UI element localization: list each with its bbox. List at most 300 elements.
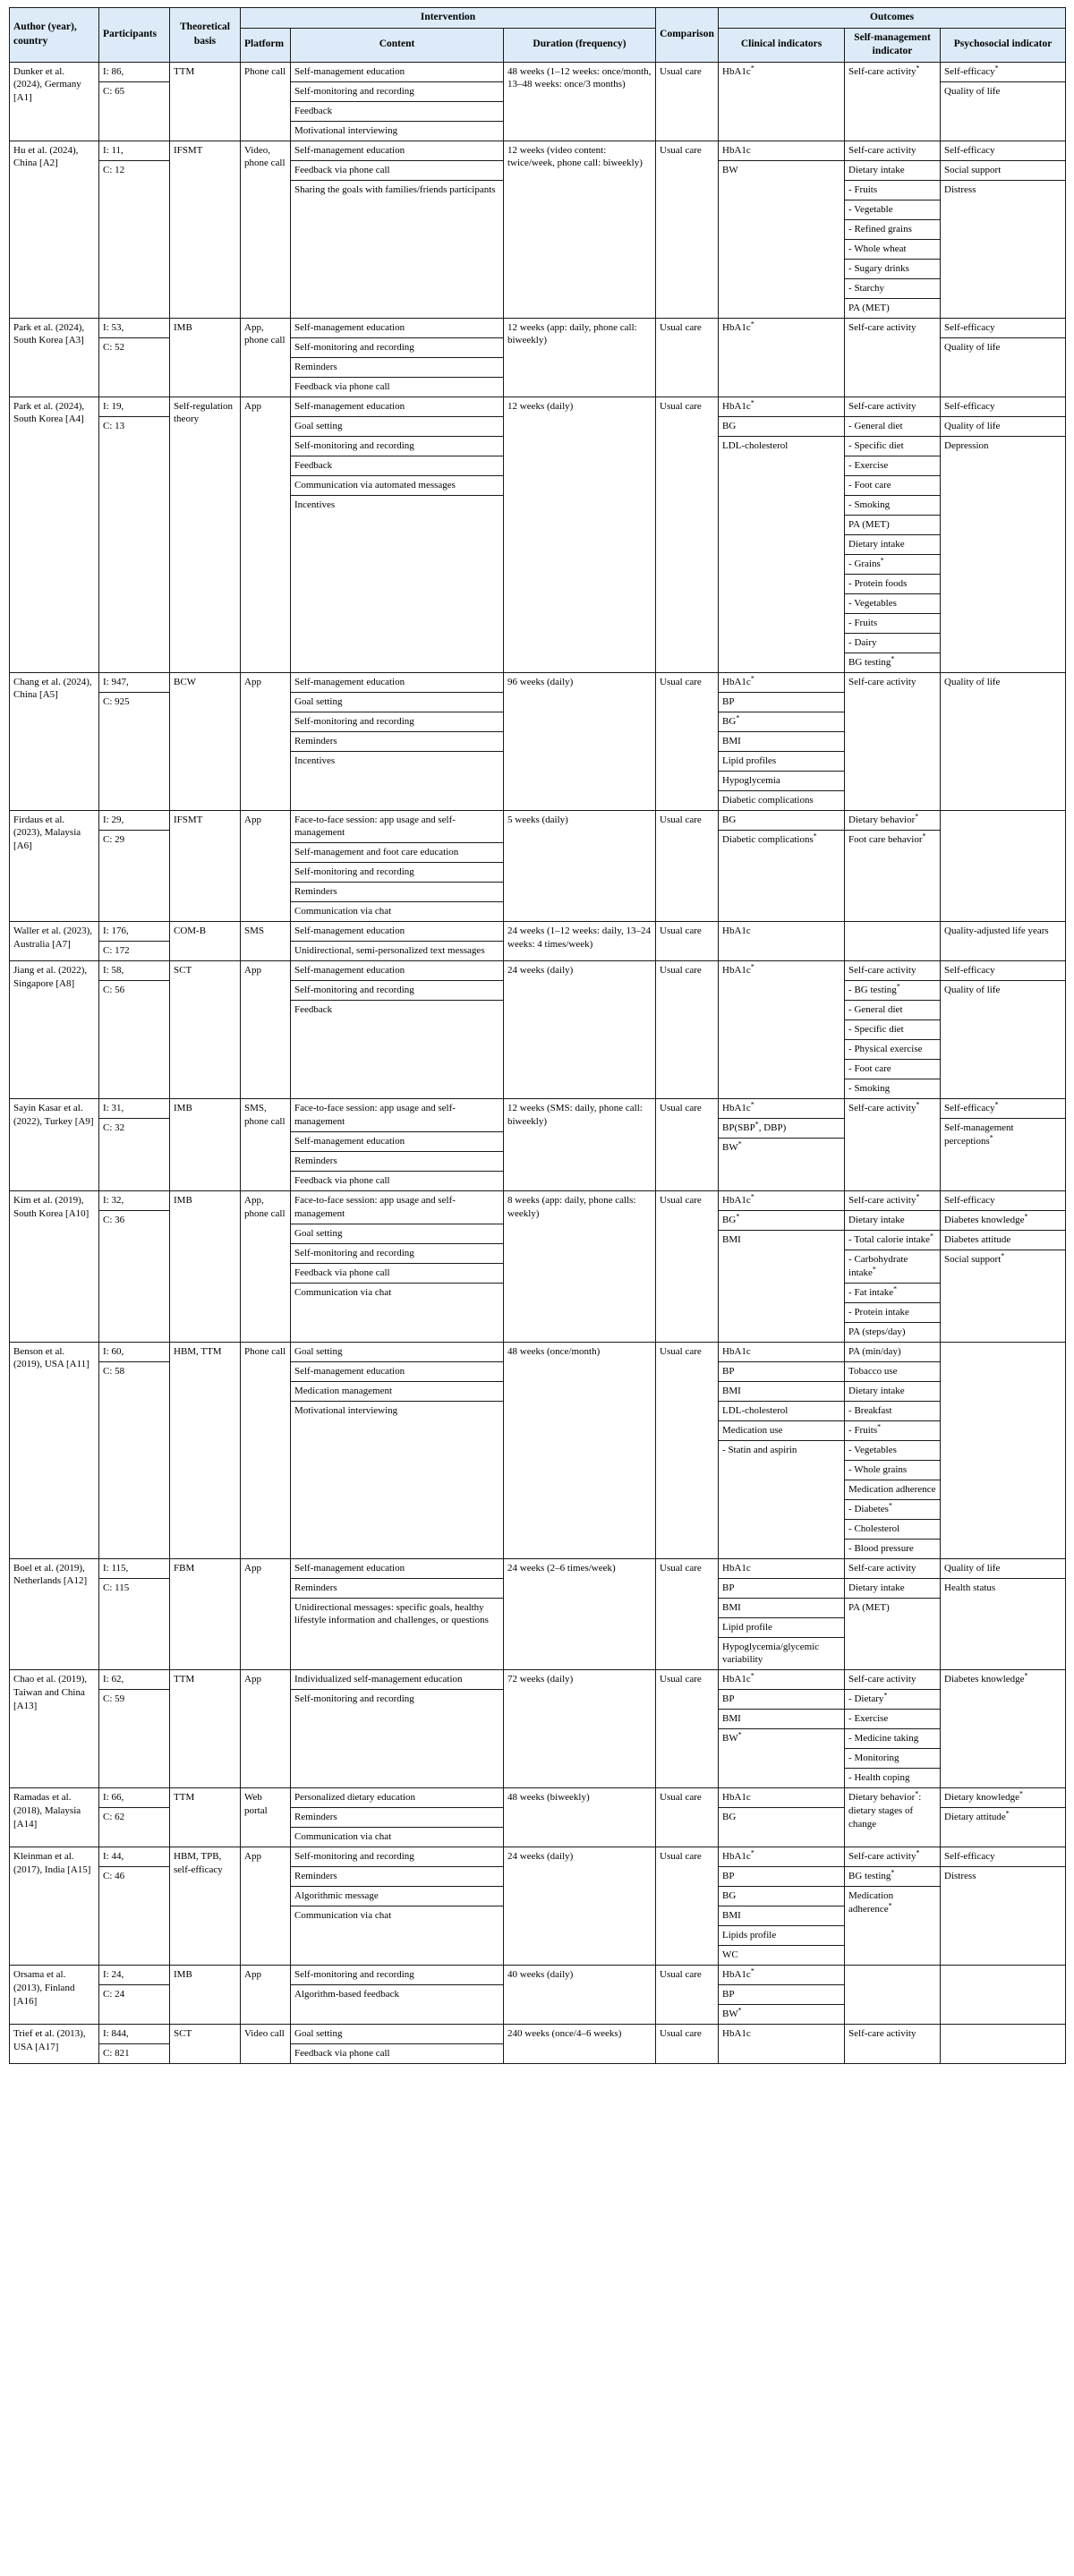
content-cell — [291, 1788, 504, 1847]
selfmgmt-item: - Smoking — [845, 496, 940, 516]
clinical-cell — [719, 1558, 845, 1670]
content-item: Personalized dietary education — [291, 1788, 503, 1808]
clinical-item: BG — [719, 811, 844, 831]
psycho-item: Self-efficacy — [941, 961, 1065, 981]
participants-cell — [99, 672, 170, 810]
platform-cell: App — [241, 672, 291, 810]
participants-cell — [99, 1558, 170, 1670]
comparison-cell: Usual care — [656, 1558, 719, 1670]
table-row — [10, 1190, 1066, 1342]
clinical-item: BW — [722, 164, 738, 175]
clinical-item: Hypoglycemia/glycemic variability — [722, 1641, 820, 1666]
content-item: Feedback via phone call — [294, 1174, 390, 1186]
participant-group: C: 29 — [103, 833, 125, 845]
participant-group: I: 66, — [99, 1788, 169, 1808]
author-cell: Benson et al. (2019), USA [A11] — [10, 1342, 99, 1558]
participant-group: C: 172 — [103, 945, 130, 957]
psycho-item: Diabetes knowledge* — [944, 1671, 1028, 1685]
author-cell: Trief et al. (2013), USA [A17] — [10, 2025, 99, 2064]
content-item: Algorithmic message — [291, 1887, 503, 1906]
selfmgmt-item: Self-care activity* — [848, 1100, 920, 1114]
significance-marker: * — [930, 1232, 933, 1241]
significance-marker: * — [750, 1671, 754, 1680]
content-item: Self-monitoring and recording — [291, 1244, 503, 1264]
duration-cell: 24 weeks (1–12 weeks: daily, 13–24 weeks: 4 times/week) — [504, 922, 656, 961]
table-row — [10, 1099, 1066, 1191]
significance-marker: * — [922, 831, 926, 840]
comparison-cell: Usual care — [656, 141, 719, 318]
content-cell — [291, 810, 504, 922]
duration-cell: 12 weeks (app: daily, phone call: biweekly) — [504, 318, 656, 397]
content-item: Self-monitoring and recording — [291, 437, 503, 456]
participant-group: C: 36 — [103, 1214, 125, 1225]
psycho-item: Depression — [944, 439, 989, 451]
platform-cell: App, phone call — [241, 318, 291, 397]
clinical-item: Lipids profile — [719, 1926, 844, 1946]
participant-group: I: 29, — [99, 811, 169, 831]
duration-cell: 5 weeks (daily) — [504, 810, 656, 922]
table-row — [10, 318, 1066, 397]
content-item: Self-management education — [291, 1132, 503, 1152]
significance-marker: * — [989, 1133, 993, 1142]
content-item: Incentives — [294, 755, 336, 766]
content-item: Goal setting — [291, 2025, 503, 2044]
significance-marker: * — [888, 1500, 892, 1509]
significance-marker: * — [877, 1421, 882, 1430]
comparison-cell: Usual care — [656, 961, 719, 1099]
content-item: Communication via automated messages — [291, 476, 503, 496]
significance-marker: * — [916, 1100, 920, 1109]
content-item: Self-management education — [291, 63, 503, 82]
content-item: Self-monitoring and recording — [291, 82, 503, 102]
clinical-item: BP — [719, 693, 844, 712]
clinical-cell — [719, 1966, 845, 2025]
participant-group: I: 947, — [99, 673, 169, 693]
selfmgmt-item: Self-care activity — [848, 2028, 916, 2040]
participant-group: I: 19, — [99, 397, 169, 417]
significance-marker: * — [736, 1212, 740, 1221]
psycho-item: Health status — [944, 1582, 996, 1593]
selfmgmt-item: Dietary behavior* — [845, 811, 940, 831]
table-row — [10, 1342, 1066, 1558]
selfmgmt-item: Dietary intake — [845, 161, 940, 181]
participant-group: I: 58, — [99, 961, 169, 981]
author-cell: Hu et al. (2024), China [A2] — [10, 141, 99, 318]
table-row — [10, 922, 1066, 961]
author-cell: Kleinman et al. (2017), India [A15] — [10, 1847, 99, 1966]
participant-group: I: 176, — [99, 922, 169, 942]
psycho-item: Self-efficacy* — [941, 1099, 1065, 1119]
selfmgmt-item: - Fat intake* — [845, 1284, 940, 1303]
significance-marker: * — [880, 555, 884, 564]
content-item: Self-management education — [291, 397, 503, 417]
comparison-cell: Usual care — [656, 1670, 719, 1788]
table-row — [10, 1788, 1066, 1847]
clinical-item: LDL-cholesterol — [719, 1402, 844, 1421]
clinical-cell — [719, 922, 845, 961]
clinical-item: BG* — [719, 1211, 844, 1231]
psycho-item: Diabetes attitude — [941, 1231, 1065, 1250]
comparison-cell: Usual care — [656, 1099, 719, 1191]
clinical-cell — [719, 1847, 845, 1966]
theory-cell: Self-regulation theory — [170, 397, 241, 672]
selfmgmt-item: Self-care activity — [845, 961, 940, 981]
significance-marker: * — [750, 1848, 754, 1857]
content-item: Self-management education — [291, 922, 503, 942]
selfmgmt-item: - Foot care — [845, 476, 940, 496]
platform-cell: App — [241, 1558, 291, 1670]
col-comparison-header: Comparison — [656, 8, 719, 63]
theory-cell: TTM — [170, 1670, 241, 1788]
content-item: Self-monitoring and recording — [294, 1693, 414, 1705]
clinical-cell — [719, 318, 845, 397]
clinical-item: HbA1c* — [719, 1191, 844, 1211]
participant-group: C: 115 — [103, 1582, 130, 1593]
theory-cell: IMB — [170, 1190, 241, 1342]
content-cell — [291, 1966, 504, 2025]
psycho-item: Distress — [944, 183, 976, 195]
platform-cell: App — [241, 397, 291, 672]
selfmgmt-item: - Grains* — [845, 555, 940, 575]
clinical-item: HbA1c — [719, 1788, 844, 1808]
theory-cell: HBM, TPB, self-efficacy — [170, 1847, 241, 1966]
clinical-item: HbA1c* — [719, 397, 844, 417]
significance-marker: * — [736, 712, 740, 721]
content-item: Communication via chat — [294, 1910, 392, 1922]
selfmgmt-cell — [845, 922, 941, 961]
psycho-cell — [941, 141, 1066, 318]
selfmgmt-item: Self-care activity* — [848, 63, 920, 77]
content-item: Feedback via phone call — [294, 2048, 390, 2060]
clinical-item: Diabetic complications* — [722, 831, 817, 845]
platform-cell: Phone call — [241, 1342, 291, 1558]
content-item: Self-management education — [291, 673, 503, 693]
selfmgmt-cell — [845, 1342, 941, 1558]
selfmgmt-item: Self-care activity — [845, 1670, 940, 1690]
col-platform-header: Platform — [241, 28, 291, 62]
selfmgmt-item: - Diabetes* — [845, 1500, 940, 1520]
psycho-cell — [941, 1847, 1066, 1966]
selfmgmt-item: - Specific diet — [845, 437, 940, 456]
comparison-cell: Usual care — [656, 922, 719, 961]
psycho-item: Self-efficacy — [941, 319, 1065, 338]
comparison-cell: Usual care — [656, 62, 719, 141]
psycho-cell — [941, 961, 1066, 1099]
content-cell — [291, 397, 504, 672]
selfmgmt-item: - Physical exercise — [845, 1040, 940, 1060]
psycho-item: Quality of life — [944, 676, 1001, 687]
comparison-cell: Usual care — [656, 397, 719, 672]
clinical-item: - Statin and aspirin — [722, 1444, 797, 1455]
duration-cell: 72 weeks (daily) — [504, 1670, 656, 1788]
significance-marker: * — [737, 2006, 742, 2015]
clinical-item: HbA1c — [719, 1559, 844, 1579]
selfmgmt-item: - BG testing* — [845, 981, 940, 1001]
author-cell: Ramadas et al. (2018), Malaysia [A14] — [10, 1788, 99, 1847]
table-row — [10, 62, 1066, 141]
participants-cell — [99, 2025, 170, 2064]
participant-group: I: 86, — [99, 63, 169, 82]
content-item: Reminders — [291, 1152, 503, 1172]
content-item: Self-monitoring and recording — [291, 981, 503, 1001]
content-item: Goal setting — [291, 1343, 503, 1362]
content-cell — [291, 1342, 504, 1558]
participant-group: C: 46 — [103, 1871, 125, 1882]
clinical-item: BW* — [722, 2006, 742, 2020]
participant-group: C: 52 — [103, 341, 125, 353]
content-item: Self-management education — [291, 141, 503, 161]
participant-group: I: 53, — [99, 319, 169, 338]
table-row — [10, 2025, 1066, 2064]
psycho-cell — [941, 2025, 1066, 2064]
selfmgmt-item: Self-care activity — [845, 141, 940, 161]
clinical-item: HbA1c* — [722, 962, 754, 977]
selfmgmt-item: BG testing* — [848, 653, 895, 668]
intervention-group-header: Intervention — [241, 8, 656, 29]
participant-group: I: 31, — [99, 1099, 169, 1119]
participants-cell — [99, 810, 170, 922]
clinical-item: BP — [719, 1985, 844, 2005]
clinical-item: BMI — [719, 1710, 844, 1729]
content-item: Feedback via phone call — [294, 380, 390, 392]
content-cell — [291, 922, 504, 961]
clinical-cell — [719, 1670, 845, 1788]
clinical-item: BMI — [719, 732, 844, 752]
psycho-cell — [941, 1342, 1066, 1558]
selfmgmt-item: Medication adherence — [845, 1480, 940, 1500]
content-item: Self-monitoring and recording — [291, 712, 503, 732]
psycho-item: Self-efficacy — [941, 1191, 1065, 1211]
col-participants-header: Participants — [99, 8, 170, 63]
clinical-item: BG* — [719, 712, 844, 732]
content-item: Feedback — [294, 1004, 333, 1016]
selfmgmt-item: - Breakfast — [845, 1402, 940, 1421]
significance-marker: * — [916, 63, 920, 72]
selfmgmt-item: Self-care activity — [848, 676, 916, 687]
selfmgmt-cell — [845, 1099, 941, 1191]
selfmgmt-cell — [845, 1670, 941, 1788]
header-row-1 — [10, 8, 1066, 29]
significance-marker: * — [888, 1901, 892, 1910]
col-content-header: Content — [291, 28, 504, 62]
table-row — [10, 397, 1066, 672]
content-item: Reminders — [291, 1867, 503, 1887]
participant-group: I: 11, — [99, 141, 169, 161]
clinical-item: HbA1c* — [719, 1847, 844, 1867]
studies-table — [9, 7, 1066, 2064]
content-item: Goal setting — [291, 417, 503, 437]
significance-marker: * — [1024, 1212, 1028, 1221]
clinical-item: BP — [719, 1579, 844, 1599]
participants-cell — [99, 318, 170, 397]
selfmgmt-item: Dietary intake — [845, 1382, 940, 1402]
selfmgmt-item: - Sugary drinks — [845, 260, 940, 279]
selfmgmt-cell — [845, 141, 941, 318]
content-item: Self-management education — [291, 1362, 503, 1382]
theory-cell: IFSMT — [170, 141, 241, 318]
selfmgmt-item: - Blood pressure — [848, 1542, 914, 1554]
significance-marker: * — [896, 982, 900, 991]
table-row — [10, 1670, 1066, 1788]
theory-cell: TTM — [170, 62, 241, 141]
clinical-cell — [719, 397, 845, 672]
theory-cell: BCW — [170, 672, 241, 810]
content-item: Feedback via phone call — [291, 161, 503, 181]
participant-group: I: 62, — [99, 1670, 169, 1690]
selfmgmt-item: Dietary intake — [845, 535, 940, 555]
outcomes-group-header: Outcomes — [719, 8, 1066, 29]
psycho-item: Social support — [941, 161, 1065, 181]
significance-marker: * — [750, 397, 754, 406]
content-item: Reminders — [291, 358, 503, 378]
participants-cell — [99, 141, 170, 318]
selfmgmt-item: BG testing* — [845, 1867, 940, 1887]
participant-group: C: 56 — [103, 985, 125, 996]
table-body — [10, 62, 1066, 2064]
significance-marker: * — [891, 1868, 895, 1877]
clinical-item: HbA1c* — [719, 1966, 844, 1985]
participants-cell — [99, 961, 170, 1099]
selfmgmt-item: - Specific diet — [845, 1020, 940, 1040]
author-cell: Kim et al. (2019), South Korea [A10] — [10, 1190, 99, 1342]
selfmgmt-item: Dietary behavior*: dietary stages of change — [848, 1789, 922, 1830]
platform-cell: Phone call — [241, 62, 291, 141]
content-item: Communication via chat — [294, 1831, 392, 1843]
selfmgmt-item: - Fruits — [845, 614, 940, 634]
content-cell — [291, 2025, 504, 2064]
selfmgmt-item: - Vegetables — [845, 1441, 940, 1461]
comparison-cell: Usual care — [656, 1788, 719, 1847]
duration-cell: 48 weeks (once/month) — [504, 1342, 656, 1558]
platform-cell: App — [241, 961, 291, 1099]
content-item: Medication management — [291, 1382, 503, 1402]
selfmgmt-item: - General diet — [845, 417, 940, 437]
psycho-cell — [941, 1670, 1066, 1788]
selfmgmt-item: - Exercise — [845, 456, 940, 476]
participants-cell — [99, 397, 170, 672]
clinical-item: HbA1c* — [719, 673, 844, 693]
theory-cell: FBM — [170, 1558, 241, 1670]
selfmgmt-cell — [845, 810, 941, 922]
participant-group: I: 24, — [99, 1966, 169, 1985]
content-item: Communication via chat — [294, 906, 392, 917]
participant-group: C: 32 — [103, 1122, 125, 1134]
clinical-cell — [719, 1190, 845, 1342]
selfmgmt-cell — [845, 1966, 941, 2025]
selfmgmt-cell — [845, 318, 941, 397]
participants-cell — [99, 62, 170, 141]
content-item: Self-management and foot care education — [291, 843, 503, 863]
significance-marker: * — [1019, 1789, 1024, 1798]
psycho-cell — [941, 1966, 1066, 2025]
significance-marker: * — [872, 1265, 876, 1274]
selfmgmt-item: PA (MET) — [845, 516, 940, 535]
theory-cell: IFSMT — [170, 810, 241, 922]
psycho-item: Quality of life — [944, 985, 1001, 996]
clinical-item: Medication use — [719, 1421, 844, 1441]
content-cell — [291, 1099, 504, 1191]
participants-cell — [99, 1190, 170, 1342]
duration-cell: 12 weeks (video content: twice/week, phone call: biweekly) — [504, 141, 656, 318]
content-item: Feedback via phone call — [291, 1264, 503, 1284]
comparison-cell: Usual care — [656, 1966, 719, 2025]
selfmgmt-item: - Smoking — [848, 1083, 891, 1095]
clinical-item: BP — [719, 1867, 844, 1887]
selfmgmt-item: Tobacco use — [845, 1362, 940, 1382]
duration-cell: 48 weeks (1–12 weeks: once/month, 13–48 weeks: once/3 months) — [504, 62, 656, 141]
significance-marker: * — [737, 1139, 742, 1148]
content-item: Self-management education — [291, 961, 503, 981]
psycho-cell — [941, 922, 1066, 961]
author-cell: Chang et al. (2024), China [A5] — [10, 672, 99, 810]
psycho-item: Self-management perceptions* — [944, 1122, 1014, 1147]
clinical-item: HbA1c* — [722, 319, 754, 333]
selfmgmt-item: - Refined grains — [845, 220, 940, 240]
selfmgmt-item: PA (MET) — [848, 302, 890, 313]
duration-cell: 40 weeks (daily) — [504, 1966, 656, 2025]
participant-group: C: 821 — [103, 2048, 130, 2060]
content-item: Goal setting — [291, 1224, 503, 1244]
psycho-item: Dietary knowledge* — [941, 1788, 1065, 1808]
author-cell: Sayin Kasar et al. (2022), Turkey [A9] — [10, 1099, 99, 1191]
author-cell: Jiang et al. (2022), Singapore [A8] — [10, 961, 99, 1099]
duration-cell: 24 weeks (2–6 times/week) — [504, 1558, 656, 1670]
clinical-item: BP — [719, 1690, 844, 1710]
selfmgmt-cell — [845, 961, 941, 1099]
participants-cell — [99, 1670, 170, 1788]
psycho-item: Quality of life — [944, 341, 1001, 353]
selfmgmt-item: - Cholesterol — [845, 1520, 940, 1540]
table-row — [10, 1847, 1066, 1966]
content-cell — [291, 1847, 504, 1966]
content-item: Self-management education — [291, 1559, 503, 1579]
psycho-cell — [941, 1190, 1066, 1342]
content-cell — [291, 1670, 504, 1788]
participants-cell — [99, 1342, 170, 1558]
significance-marker: * — [915, 811, 919, 820]
participants-cell — [99, 1847, 170, 1966]
clinical-item: BW* — [722, 1730, 742, 1744]
clinical-item: BG — [719, 1887, 844, 1906]
selfmgmt-item: - Fruits — [845, 181, 940, 200]
platform-cell: App — [241, 1670, 291, 1788]
psycho-item: Self-efficacy* — [941, 63, 1065, 82]
significance-marker: * — [754, 1120, 759, 1129]
participants-cell — [99, 1966, 170, 2025]
selfmgmt-item: - Exercise — [845, 1710, 940, 1729]
psycho-item: Dietary attitude* — [944, 1809, 1010, 1823]
content-item: Algorithm-based feedback — [294, 1989, 399, 2000]
clinical-item: BW* — [722, 1139, 742, 1154]
content-item: Self-monitoring and recording — [291, 1847, 503, 1867]
clinical-item: HbA1c — [722, 2028, 751, 2040]
significance-marker: * — [1001, 1251, 1005, 1260]
selfmgmt-item: Self-care activity — [848, 321, 916, 333]
psycho-cell — [941, 318, 1066, 397]
significance-marker: * — [750, 1966, 754, 1975]
theory-cell: TTM — [170, 1788, 241, 1847]
content-item: Self-monitoring and recording — [291, 338, 503, 358]
selfmgmt-item: Self-care activity* — [845, 1847, 940, 1867]
selfmgmt-item: - Dietary* — [845, 1690, 940, 1710]
theory-cell: IMB — [170, 318, 241, 397]
significance-marker: * — [916, 1192, 920, 1201]
clinical-item: Lipid profiles — [719, 752, 844, 772]
theory-cell: IMB — [170, 1966, 241, 2025]
author-cell: Boel et al. (2019), Netherlands [A12] — [10, 1558, 99, 1670]
comparison-cell: Usual care — [656, 672, 719, 810]
content-item: Sharing the goals with families/friends participants — [294, 183, 496, 195]
